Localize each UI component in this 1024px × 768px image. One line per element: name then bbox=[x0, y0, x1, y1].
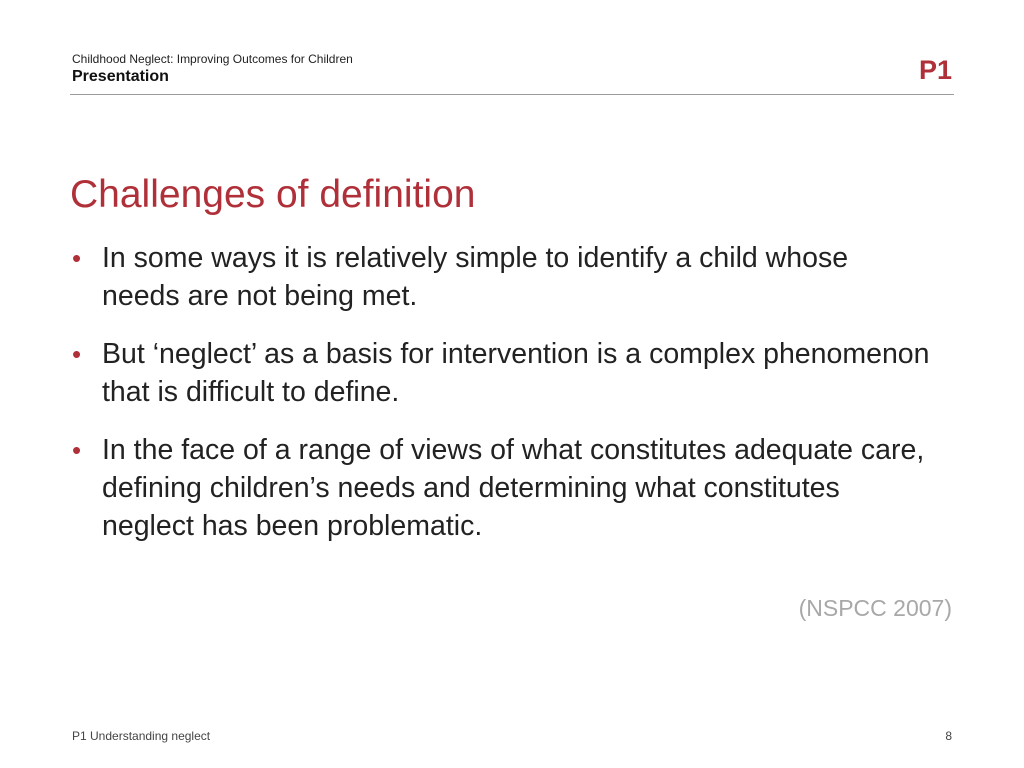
module-code: P1 bbox=[918, 55, 952, 85]
bullet-marker: • bbox=[72, 435, 82, 465]
bullet-item bbox=[70, 335, 930, 411]
bullet-marker: • bbox=[72, 339, 82, 369]
bullet-text: In the face of a range of views of what constitutes adequate care, defining children’s needs and determining what constitutes neglect has been problematic. bbox=[102, 434, 925, 542]
document-type: Presentation bbox=[72, 68, 169, 85]
bullet-marker: • bbox=[72, 243, 82, 273]
header-divider bbox=[70, 94, 954, 95]
page-number: 8 bbox=[945, 729, 952, 743]
citation: (NSPCC 2007) bbox=[798, 595, 952, 621]
bullet-item bbox=[70, 431, 930, 545]
slide-title: Challenges of definition bbox=[70, 173, 476, 216]
footer-section: P1 Understanding neglect bbox=[72, 729, 211, 743]
bullet-text: But ‘neglect’ as a basis for intervention is a complex phenomenon that is difficult to define. bbox=[102, 338, 930, 408]
bullet-list bbox=[70, 239, 930, 565]
bullet-item bbox=[70, 239, 930, 315]
bullet-text: In some ways it is relatively simple to identify a child whose needs are not being met. bbox=[102, 242, 849, 312]
course-title: Childhood Neglect: Improving Outcomes for Children bbox=[72, 52, 353, 66]
